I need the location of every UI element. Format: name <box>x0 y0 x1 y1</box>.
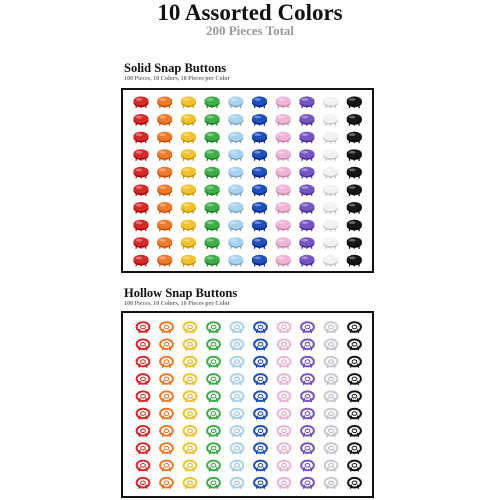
hollow-snap-button-black <box>348 391 361 402</box>
hollow-snap-button-blue <box>254 461 267 472</box>
solid-snap-button-light-blue <box>228 114 243 126</box>
hollow-snap-button-red <box>137 426 150 437</box>
hollow-snap-button-purple <box>301 426 314 437</box>
solid-section-title: Solid Snap Buttons <box>124 61 227 75</box>
solid-snap-button-white <box>323 202 338 214</box>
hollow-snap-button-yellow <box>184 340 197 351</box>
hollow-snap-button-blue <box>254 322 267 333</box>
hollow-snap-button-black <box>348 409 361 420</box>
solid-snap-button-orange <box>157 220 172 232</box>
solid-snap-button-red <box>133 132 148 144</box>
solid-snap-button-red <box>133 167 148 179</box>
hollow-snap-button-light-blue <box>231 478 244 489</box>
hollow-snap-button-orange <box>160 374 173 385</box>
solid-snap-button-yellow <box>181 184 196 196</box>
hollow-snap-button-pink <box>278 443 291 454</box>
solid-snap-button-green <box>205 114 220 126</box>
solid-snap-button-black <box>347 202 362 214</box>
solid-snap-button-orange <box>157 184 172 196</box>
hollow-snap-button-pink <box>278 461 291 472</box>
hollow-snap-button-pink <box>278 340 291 351</box>
hollow-snap-button-white <box>325 443 338 454</box>
solid-snap-button-yellow <box>181 114 196 126</box>
hollow-snap-button-blue <box>254 374 267 385</box>
hollow-snap-button-light-blue <box>231 340 244 351</box>
solid-snap-button-purple <box>299 220 314 232</box>
hollow-snap-button-pink <box>278 374 291 385</box>
hollow-snap-button-white <box>325 391 338 402</box>
solid-snap-button-white <box>323 132 338 144</box>
solid-snap-button-yellow <box>181 96 196 108</box>
hollow-snap-button-white <box>325 374 338 385</box>
hollow-buttons-panel <box>121 311 374 498</box>
solid-snap-button-black <box>347 149 362 161</box>
hollow-snap-button-pink <box>278 357 291 368</box>
hollow-snap-button-light-blue <box>231 391 244 402</box>
solid-snap-button-red <box>133 237 148 249</box>
page-subtitle: 200 Pieces Total <box>205 23 295 38</box>
hollow-snap-button-red <box>137 374 150 385</box>
hollow-snap-button-purple <box>301 374 314 385</box>
hollow-snap-button-purple <box>301 443 314 454</box>
solid-snap-button-yellow <box>181 237 196 249</box>
hollow-snap-button-purple <box>301 461 314 472</box>
solid-snap-button-pink <box>276 114 291 126</box>
solid-snap-button-green <box>205 132 220 144</box>
solid-snap-button-red <box>133 202 148 214</box>
hollow-snap-button-purple <box>301 322 314 333</box>
solid-snap-button-pink <box>276 132 291 144</box>
solid-snap-button-black <box>347 255 362 267</box>
solid-snap-button-orange <box>157 255 172 267</box>
solid-section-subtitle: 100 Pieces, 10 Colors, 10 Pieces per Color <box>124 76 231 82</box>
solid-snap-button-purple <box>299 149 314 161</box>
hollow-section-subtitle: 100 Pieces, 10 Colors, 10 Pieces per Color <box>124 301 231 307</box>
hollow-snap-button-red <box>137 461 150 472</box>
solid-snap-button-white <box>323 96 338 108</box>
solid-snap-button-blue <box>252 220 267 232</box>
solid-snap-button-purple <box>299 114 314 126</box>
solid-snap-button-pink <box>276 149 291 161</box>
solid-snap-button-light-blue <box>228 96 243 108</box>
hollow-snap-button-yellow <box>184 391 197 402</box>
solid-snap-button-black <box>347 167 362 179</box>
hollow-snap-button-yellow <box>184 374 197 385</box>
hollow-snap-button-red <box>137 357 150 368</box>
hollow-snap-button-white <box>325 357 338 368</box>
solid-snap-button-green <box>205 237 220 249</box>
hollow-snap-button-blue <box>254 443 267 454</box>
hollow-snap-button-orange <box>160 391 173 402</box>
hollow-snap-button-yellow <box>184 409 197 420</box>
solid-snap-button-yellow <box>181 149 196 161</box>
hollow-snap-button-purple <box>301 478 314 489</box>
solid-snap-button-pink <box>276 96 291 108</box>
solid-snap-button-light-blue <box>228 255 243 267</box>
solid-snap-button-purple <box>299 167 314 179</box>
hollow-snap-button-orange <box>160 409 173 420</box>
solid-snap-button-light-blue <box>228 149 243 161</box>
hollow-snap-button-light-blue <box>231 409 244 420</box>
hollow-snap-button-green <box>207 478 220 489</box>
solid-snap-button-blue <box>252 96 267 108</box>
solid-snap-button-light-blue <box>228 167 243 179</box>
solid-snap-button-pink <box>276 202 291 214</box>
solid-snap-button-light-blue <box>228 202 243 214</box>
hollow-snap-button-red <box>137 322 150 333</box>
solid-snap-button-pink <box>276 220 291 232</box>
hollow-snap-button-yellow <box>184 443 197 454</box>
hollow-snap-button-blue <box>254 340 267 351</box>
solid-snap-button-blue <box>252 167 267 179</box>
hollow-snap-button-black <box>348 426 361 437</box>
solid-snap-button-blue <box>252 184 267 196</box>
hollow-buttons-grid <box>123 313 372 496</box>
solid-snap-button-blue <box>252 114 267 126</box>
hollow-section-title: Hollow Snap Buttons <box>124 286 238 300</box>
hollow-snap-button-green <box>207 391 220 402</box>
solid-snap-button-light-blue <box>228 132 243 144</box>
solid-snap-button-pink <box>276 167 291 179</box>
solid-snap-button-purple <box>299 202 314 214</box>
solid-snap-button-blue <box>252 132 267 144</box>
hollow-snap-button-light-blue <box>231 426 244 437</box>
hollow-snap-button-yellow <box>184 426 197 437</box>
hollow-snap-button-orange <box>160 478 173 489</box>
hollow-snap-button-white <box>325 340 338 351</box>
hollow-snap-button-black <box>348 357 361 368</box>
hollow-snap-button-red <box>137 391 150 402</box>
solid-snap-button-white <box>323 114 338 126</box>
solid-snap-button-white <box>323 255 338 267</box>
hollow-snap-button-light-blue <box>231 374 244 385</box>
hollow-snap-button-orange <box>160 426 173 437</box>
solid-snap-button-green <box>205 202 220 214</box>
solid-snap-button-red <box>133 149 148 161</box>
solid-snap-button-blue <box>252 202 267 214</box>
solid-snap-button-red <box>133 114 148 126</box>
hollow-snap-button-red <box>137 478 150 489</box>
solid-snap-button-orange <box>157 167 172 179</box>
solid-snap-button-pink <box>276 237 291 249</box>
hollow-snap-button-purple <box>301 391 314 402</box>
hollow-snap-button-green <box>207 426 220 437</box>
solid-snap-button-yellow <box>181 202 196 214</box>
solid-snap-button-red <box>133 184 148 196</box>
hollow-snap-button-black <box>348 478 361 489</box>
solid-buttons-panel <box>121 88 374 273</box>
solid-snap-button-purple <box>299 255 314 267</box>
page-title: 10 Assorted Colors <box>157 0 343 25</box>
solid-snap-button-black <box>347 114 362 126</box>
solid-snap-button-red <box>133 255 148 267</box>
solid-snap-button-black <box>347 237 362 249</box>
hollow-snap-button-green <box>207 374 220 385</box>
hollow-snap-button-orange <box>160 322 173 333</box>
hollow-snap-button-light-blue <box>231 443 244 454</box>
solid-snap-button-black <box>347 96 362 108</box>
hollow-snap-button-black <box>348 461 361 472</box>
hollow-snap-button-pink <box>278 478 291 489</box>
solid-snap-button-purple <box>299 132 314 144</box>
hollow-snap-button-light-blue <box>231 357 244 368</box>
hollow-snap-button-purple <box>301 357 314 368</box>
solid-snap-button-light-blue <box>228 184 243 196</box>
solid-snap-button-black <box>347 220 362 232</box>
solid-snap-button-green <box>205 255 220 267</box>
hollow-snap-button-pink <box>278 322 291 333</box>
solid-snap-button-yellow <box>181 132 196 144</box>
solid-snap-button-white <box>323 149 338 161</box>
hollow-snap-button-blue <box>254 426 267 437</box>
hollow-snap-button-pink <box>278 391 291 402</box>
hollow-snap-button-blue <box>254 357 267 368</box>
hollow-snap-button-yellow <box>184 478 197 489</box>
solid-snap-button-black <box>347 184 362 196</box>
solid-snap-button-yellow <box>181 255 196 267</box>
hollow-snap-button-yellow <box>184 461 197 472</box>
hollow-snap-button-white <box>325 409 338 420</box>
hollow-snap-button-white <box>325 478 338 489</box>
solid-snap-button-green <box>205 149 220 161</box>
hollow-snap-button-orange <box>160 443 173 454</box>
solid-snap-button-yellow <box>181 167 196 179</box>
solid-snap-button-blue <box>252 237 267 249</box>
solid-snap-button-orange <box>157 149 172 161</box>
solid-snap-button-green <box>205 184 220 196</box>
hollow-snap-button-green <box>207 340 220 351</box>
solid-snap-button-white <box>323 237 338 249</box>
hollow-snap-button-green <box>207 322 220 333</box>
solid-snap-button-white <box>323 167 338 179</box>
solid-snap-button-red <box>133 220 148 232</box>
hollow-snap-button-pink <box>278 409 291 420</box>
solid-snap-button-green <box>205 96 220 108</box>
solid-snap-button-yellow <box>181 220 196 232</box>
hollow-snap-button-green <box>207 443 220 454</box>
hollow-snap-button-red <box>137 409 150 420</box>
hollow-snap-button-yellow <box>184 322 197 333</box>
hollow-snap-button-green <box>207 357 220 368</box>
solid-snap-button-orange <box>157 114 172 126</box>
solid-snap-button-orange <box>157 132 172 144</box>
hollow-snap-button-light-blue <box>231 461 244 472</box>
hollow-snap-button-purple <box>301 409 314 420</box>
solid-snap-button-blue <box>252 149 267 161</box>
hollow-snap-button-white <box>325 461 338 472</box>
solid-snap-button-orange <box>157 96 172 108</box>
hollow-snap-button-yellow <box>184 357 197 368</box>
solid-snap-button-white <box>323 184 338 196</box>
hollow-snap-button-blue <box>254 478 267 489</box>
solid-snap-button-white <box>323 220 338 232</box>
hollow-snap-button-black <box>348 322 361 333</box>
solid-snap-button-purple <box>299 237 314 249</box>
hollow-snap-button-blue <box>254 391 267 402</box>
solid-snap-button-purple <box>299 184 314 196</box>
solid-snap-button-orange <box>157 202 172 214</box>
solid-snap-button-orange <box>157 237 172 249</box>
solid-snap-button-blue <box>252 255 267 267</box>
solid-snap-button-pink <box>276 255 291 267</box>
hollow-snap-button-orange <box>160 340 173 351</box>
hollow-snap-button-orange <box>160 357 173 368</box>
hollow-snap-button-black <box>348 340 361 351</box>
hollow-snap-button-red <box>137 443 150 454</box>
solid-snap-button-light-blue <box>228 237 243 249</box>
hollow-snap-button-white <box>325 322 338 333</box>
solid-snap-button-black <box>347 132 362 144</box>
solid-snap-button-green <box>205 167 220 179</box>
hollow-snap-button-blue <box>254 409 267 420</box>
hollow-snap-button-black <box>348 443 361 454</box>
solid-snap-button-light-blue <box>228 220 243 232</box>
solid-snap-button-green <box>205 220 220 232</box>
solid-snap-button-pink <box>276 184 291 196</box>
solid-buttons-grid <box>123 90 372 271</box>
hollow-snap-button-purple <box>301 340 314 351</box>
solid-snap-button-purple <box>299 96 314 108</box>
hollow-snap-button-green <box>207 461 220 472</box>
hollow-snap-button-pink <box>278 426 291 437</box>
hollow-snap-button-white <box>325 426 338 437</box>
hollow-snap-button-black <box>348 374 361 385</box>
hollow-snap-button-red <box>137 340 150 351</box>
hollow-snap-button-orange <box>160 461 173 472</box>
solid-snap-button-red <box>133 96 148 108</box>
hollow-snap-button-light-blue <box>231 322 244 333</box>
hollow-snap-button-green <box>207 409 220 420</box>
